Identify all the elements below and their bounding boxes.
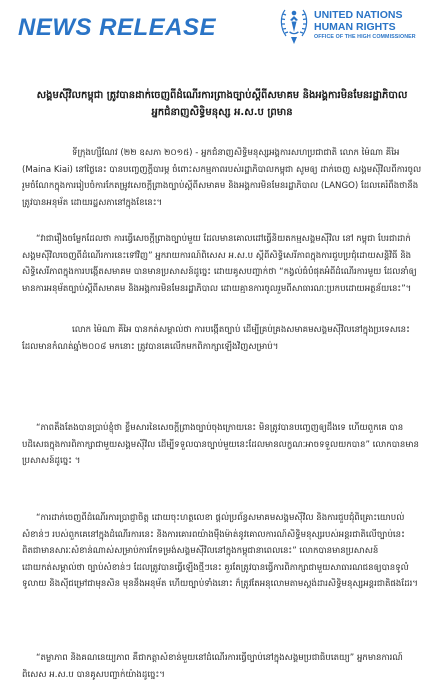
paragraph-6: “តម្លាភាព និងគណនេយ្យភាព គឺជាកត្តាសំខាន់មួយនៅដំណើរការធ្វើច្បាប់នៅក្នុងសង្គមប្រជាធិបតេយ្យ” អ្នកមានការណ៍ពិសេស អ.ស.ប បានគូសបញ្ជាក់យ៉ាងដូច្នេះ។	[22, 653, 403, 680]
paragraph-3: លោក ម៉ៃណា គីអៃ បានកត់សម្គាល់ថា ការបង្កើតច្បាប់ ដើម្បីគ្រប់គ្រងសមាគមសង្គមស៊ីវិលនៅក្នុងប្រទេសនេះ ដែលមានកំណត់ឆ្នាំ២០០៨ មកនោះ ត្រូវបានគេលើកមកពិភាក្សាឡើងវិញសម្រាប់។	[22, 325, 410, 352]
logo-line-office: OFFICE OF THE HIGH COMMISSIONER	[314, 34, 416, 40]
logo-line-un: UNITED NATIONS	[314, 9, 403, 21]
paragraph-2: “វាជារឿងចម្លែកដែលថា ការធ្វើសេចក្ដីព្រាងច្បាប់មួយ ដែលមានគោលដៅធ្វើនិយតកម្មសង្គមស៊ីវិល នៅ កម្ពុជា បែរជាដាក់សង្គមស៊ីវិលចេញពីដំណើរការនេះទៅវិញ” អ្នករាយការណ៍ពិសេស អ.ស.ប ស្ដីពីសិទ្ធិសេរីភាពក្នុងការជួបប្រជុំដោយសន្តិវិធី និងសិទ្ធិសេរីភាពក្នុងការបង្កើតសមាគម បានមានប្រសាសន៍ដូច្នេះ ដោយគូសបញ្ជាក់ថា “កង្វល់ធំបំផុតអំពីដំណើរការមួយ ដែលនាំឲ្យមានការអនុម័តច្បាប់ស្ដីពីសមាគម និងអង្គការមិនមែនរដ្ឋាភិបាល ដោយគ្មានការចូលរួមពីសាធារណៈប្រកបដោយអត្ថន័យនេះ”។	[22, 234, 417, 294]
paragraph-1: ទីក្រុងហ្សឺណែវ (២២ ឧសភា ២០១៥) - អ្នកជំនាញសិទ្ធិមនុស្សអង្គការសហប្រជាជាតិ លោក ម៉ៃណា គីអៃ (Maina Kiai) នៅថ្ងៃនេះ បានបញ្ចេញក្ដីបារម្ភ ចំពោះសកម្មភាពរបស់រដ្ឋាភិបាលកម្ពុជា សូមឲ្យ ដាក់ចេញ សង្គមស៊ីវិលពីការចូលរួមចំណែកក្នុងការរៀបចំការកែតម្រូវសេចក្ដីព្រាងច្បាប់ស្ដីពីសមាគម និងអង្គការមិនមែនរដ្ឋាភិបាល (LANGO) ដែលគេរំពឹងថានឹងត្រូវបានអនុម័ត ដោយរដ្ឋសភានៅក្នុងខែនេះ។	[22, 148, 422, 208]
un-emblem-icon	[279, 4, 309, 48]
header	[0, 0, 440, 58]
subheadline: អ្នកជំនាញសិទ្ធិមនុស្ស អ.ស.ប ព្រមាន	[151, 107, 293, 118]
un-human-rights-logo	[279, 4, 416, 48]
news-release-heading: NEWS RELEASE	[18, 14, 217, 41]
logo-line-hr: HUMAN RIGHTS	[314, 21, 396, 33]
headline: សង្គមស៊ីវិលកម្ពុជា ត្រូវបានដាក់ចេញពីដំណើរការព្រាងច្បាប់ស្ដីពីសមាគម និងអង្គការមិនមែនរដ្ឋាភិបាល	[36, 90, 408, 101]
paragraph-5: “ការដាក់ចេញពីដំណើរការប្រាជ្ញាចិត្ត ដោយចុះហត្ថលេខា ផ្ដល់ប្រព័ន្ធសមាគមសង្គមស៊ីវិល និងការជួបជុំពិគ្រោះយោបល់ សំខាន់ៗ របស់ពួកគេនៅក្នុងដំណើរការនេះ និងការគោរពយ៉ាងម៉ឺងម៉ាត់នូវគោលការណ៍សិទ្ធិមនុស្សរបស់អន្តរជាតិលើច្បាប់នេះ ពិតជាមានសារៈសំខាន់ណាស់សម្រាប់ការកែទម្រង់សង្គមស៊ីវិលនៅក្នុងកម្ពុជានាពេលនេះ” លោកបានមានប្រសាសន៍ ដោយកត់សម្គាល់ថា ច្បាប់សំខាន់ៗ ដែលត្រូវបានធ្វើឡើងថ្មីៗនេះ គួរតែត្រូវបានធ្វើការពិភាក្សាជាមួយសាធារណជនឲ្យបានទូលំទូលាយ និងស៊ីជម្រៅជាមុនសិន មុននឹងអនុម័ត ហើយច្បាប់ទាំងនោះ ក៏ត្រូវតែអនុលោមតាមស្តង់ដារសិទ្ធិមនុស្សអន្តរជាតិផងដែរ។	[22, 513, 418, 589]
paragraph-4: “ភាពតឹងតែងបានប្រាប់ខ្ញុំថា ខ្លឹមសារនៃសេចក្ដីព្រាងច្បាប់ចុងក្រោយនេះ មិនត្រូវបានបញ្ចេញឲ្យដឹងទេ ហើយពួកគេ បានបដិសេធក្នុងការពិភាក្សាជាមួយសង្គមស៊ីវិល ដើម្បីទទួលបានច្បាប់មួយនេះដែលមានលក្ខណៈអាចទទួលយកបាន” លោកបានមានប្រសាសន៍ដូច្នេះ ។	[22, 423, 419, 466]
